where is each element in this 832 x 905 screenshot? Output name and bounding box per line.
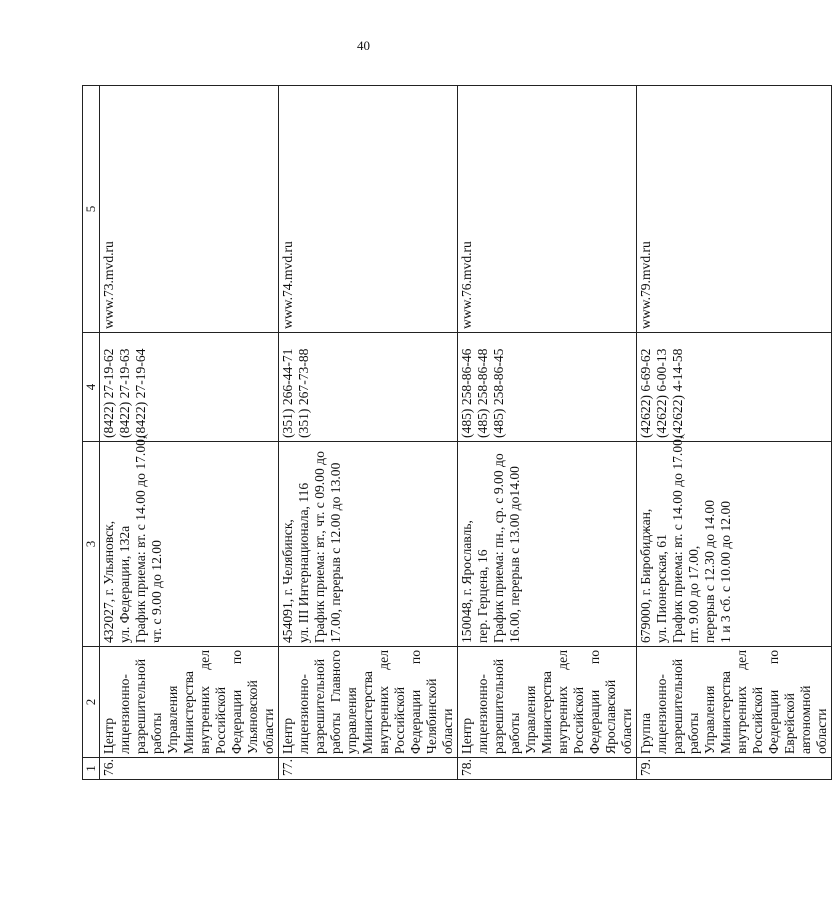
organization-name: Центр лицензионно-разрешительной работы Управления Министерства внутренних дел Российской Федерации по Ульяновской области [100,647,279,758]
phone-number: (42622) 6-00-13 [654,348,669,438]
schedule-line: График приема: вт., чт. с 09.00 до [312,451,327,643]
row-number: 76. [100,758,279,780]
schedule-line: чт. с 9.00 до 12.00 [149,540,164,643]
phone-number: (485) 258-86-48 [475,348,490,438]
address-line: 679000, г. Биробиджан, [638,508,653,643]
header-col-1: 1 [83,758,100,780]
row-number: 77. [279,758,458,780]
phone-number: (351) 267-73-88 [296,348,311,438]
phone-numbers [637,333,832,442]
schedule-line: 16.00, перерыв с 13.00 до14.00 [507,466,522,643]
address-schedule [100,435,279,647]
phone-numbers [458,333,637,442]
address-line: пер. Герцена, 16 [475,549,490,643]
address-schedule [458,442,637,647]
schedule-line: 17.00, перерыв с 12.00 до 13.00 [328,462,343,643]
table-row [637,86,832,780]
page-number: 40 [357,38,370,53]
website-link[interactable]: www.76.mvd.ru [458,86,637,333]
address-line: 432027, г. Ульяновск, [101,520,116,643]
schedule-line: пт. 9.00 до 17.00, [686,545,701,643]
address-line: 454091, г. Челябинск, [280,519,295,643]
table-header-row [83,86,100,780]
schedule-line: График приема: вт. с 14.00 до 17.00, [133,435,148,643]
table-row [279,86,458,780]
address-line: 150048, г. Ярославль, [459,520,474,643]
phone-number: (8422) 27-19-64 [133,348,148,438]
schedule-line: 1 и 3 сб. с 10.00 до 12.00 [718,500,733,643]
website-link[interactable]: www.73.mvd.ru [100,86,279,333]
organization-name: Группа лицензионно-разрешительной работы Управления Министерства внутренних дел Российской Федерации по Еврейской автономной области [637,647,832,758]
phone-number: (485) 258-86-46 [459,348,474,438]
phone-number: (351) 266-44-71 [280,348,295,438]
header-col-3: 3 [83,442,100,647]
address-line: ул. III Интернационала, 116 [296,482,311,643]
schedule-line: перерыв с 12.30 до 14.00 [702,500,717,643]
phone-number: (8422) 27-19-62 [101,348,116,438]
licensing-offices-table [82,85,832,780]
header-col-5: 5 [83,86,100,333]
row-number: 78. [458,758,637,780]
address-schedule [637,435,832,647]
schedule-line: График приема: пн., ср. с 9.00 до [491,453,506,643]
website-link[interactable]: www.79.mvd.ru [637,86,832,333]
header-col-2: 2 [83,647,100,758]
schedule-line: График приема: вт. с 14.00 до 17.00, [670,435,685,643]
phone-number: (485) 258-86-45 [491,348,506,438]
phone-numbers [100,333,279,442]
row-number: 79. [637,758,832,780]
website-link[interactable]: www.74.mvd.ru [279,86,458,333]
table-row [458,86,637,780]
table-row [100,86,279,780]
phone-number: (42622) 6-69-62 [638,348,653,438]
header-col-4: 4 [83,333,100,442]
address-line: ул. Федерации, 132а [117,525,132,643]
phone-number: (42622) 4-14-58 [670,348,685,438]
organization-name: Центр лицензионно-разрешительной работы Управления Министерства внутренних дел Российской Федерации по Ярославской области [458,647,637,758]
address-line: ул. Пионерская, 61 [654,534,669,643]
address-schedule [279,442,458,647]
organization-name: Центр лицензионно-разрешительной работы Главного управления Министерства внутренних дел Российской Федерации по Челябинской области [279,647,458,758]
phone-number: (8422) 27-19-63 [117,348,132,438]
phone-numbers [279,333,458,442]
